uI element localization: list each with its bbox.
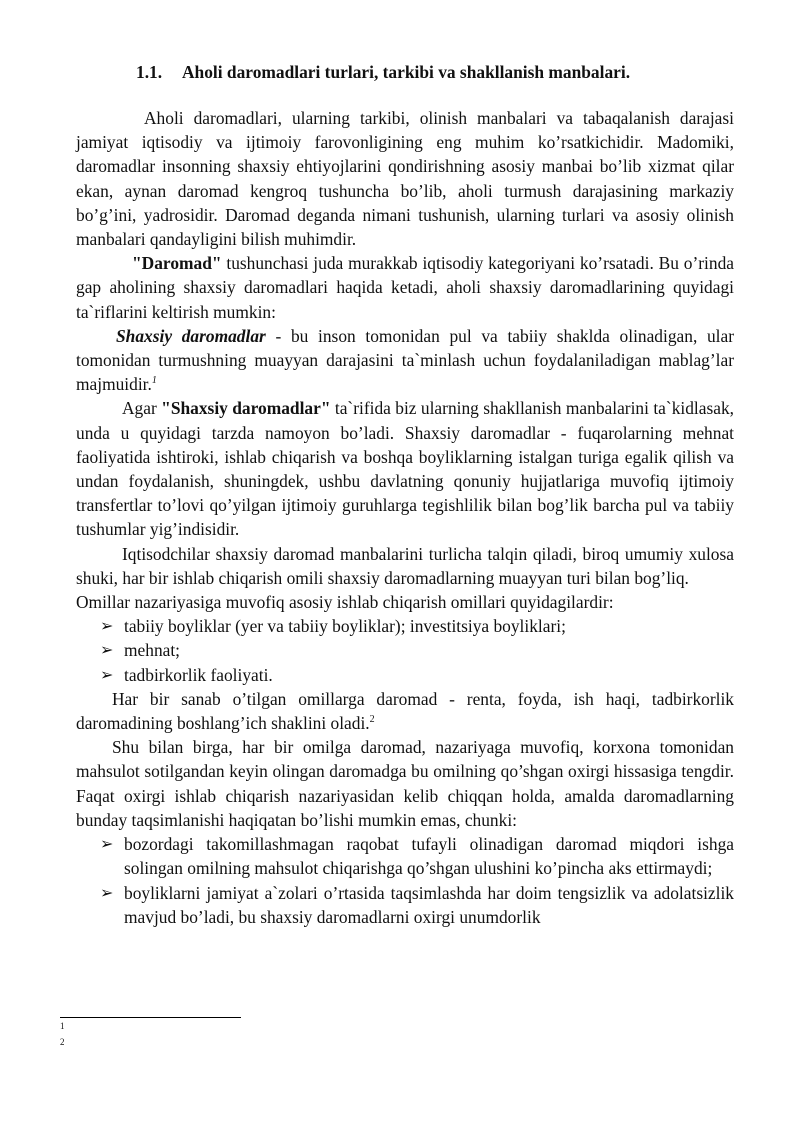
arrow-bullet-icon: ➢: [100, 640, 114, 660]
arrow-bullet-icon: ➢: [100, 616, 114, 636]
list-item: ➢ mehnat;: [76, 638, 734, 662]
paragraph-omillar: Omillar nazariyasiga muvofiq asosiy ishlab chiqarish omillari quyidagilardir:: [76, 592, 614, 613]
arrow-bullet-icon: ➢: [100, 882, 114, 902]
term-shaxsiy-daromadlar: Shaxsiy daromadlar: [116, 325, 266, 346]
paragraph-har-bir: [76, 687, 734, 735]
arrow-bullet-icon: ➢: [100, 834, 114, 854]
list-item: ➢ tadbirkorlik faoliyati.: [76, 663, 734, 687]
section-heading: [76, 60, 734, 84]
paragraph-text: tushunchasi juda murakkab iqtisodiy kategoriyani ko’rsatadi. Bu o’rinda gap aholining shaxsiy daromadlari haqida ketadi, aholi shaxsiy daromadlarining quyidagi ta`riflarini keltirish mumkin:: [76, 253, 734, 322]
document-page: [76, 60, 734, 929]
footnote-separator: [60, 1017, 241, 1018]
paragraph-text: Agar: [122, 398, 162, 419]
paragraph-intro: Aholi daromadlari, ularning tarkibi, olinish manbalari va tabaqalanish darajasi jamiyat iqtisodiy va ijtimoiy farovonligining eng muhim ko’rsatkichidir. Madomiki, daromadlar insonning shaxsiy ehtiyojlarini qondirishning asosiy manbai bo’lib xizmat qilar ekan, aynan daromad kengroq tushuncha bo’lib, aholi turmush darajasining markaziy bo’g’ini, yadrosidir. Daromad deganda nimani tushunish, ularning turlari va asosiy olinish manbalari qandayligini bilish muhimdir.: [76, 108, 734, 250]
paragraph-shakllanish: [76, 396, 734, 541]
paragraph-text: - bu inson tomonidan pul va tabiiy shaklda olinadigan, ular tomonidan turmushning muayyan darajasini ta`minlash uchun foydalaniladigan mablag’lar majmuidir.: [76, 325, 735, 395]
paragraph-shaxsiy-definition: [76, 324, 734, 397]
factors-list: [76, 614, 734, 687]
footnote-ref-2[interactable]: 2: [369, 714, 375, 726]
term-shaxsiy-daromadlar-quoted: "Shaxsiy daromadlar": [161, 398, 331, 419]
footnote-1: 1: [60, 1021, 65, 1031]
arrow-bullet-icon: ➢: [100, 664, 114, 684]
paragraph-text: Har bir sanab o’tilgan omillarga daromad - renta, foyda, ish haqi, tadbirkorlik daromadining boshlang’ich shaklini oladi.: [76, 688, 734, 734]
footnote-2: 2: [60, 1037, 65, 1047]
paragraph-shu-bilan: Shu bilan birga, har bir omilga daromad, nazariyaga muvofiq, korxona tomonidan mahsulot sotilgandan keyin olingan daromadga bu omilning qo’shgan oxirgi hissasiga tengdir. Faqat oxirgi ishlab chiqarish nazariyasidan kelib chiqqan holda, amalda daromadlarning bunday taqsimlanishi haqiqatan bo’lishi mumkin emas, chunki:: [76, 737, 734, 830]
footnote-ref-1[interactable]: 1: [151, 375, 157, 387]
list-item: ➢ tabiiy boyliklar (yer va tabiiy boyliklar); investitsiya boyliklari;: [76, 614, 734, 638]
section-title: Aholi daromadlari turlari, tarkibi va shakllanish manbalari.: [182, 62, 631, 82]
paragraph-text: ta`rifida biz ularning shakllanish manbalarini ta`kidlasak, unda u quyidagi tarzda namoyon bo’ladi. Shaxsiy daromadlar - fuqarolarning mehnat faoliyatida ishtiroki, ishlab chiqarish va boshqa boyliklarning istalgan turiga egalik qilish va undan foydalanish, shuningdek, ushbu davlatning qonuniy hujjatlariga muvofiq ijtimoiy transfertlar to’lovi qo’yilgan ijtimoiy guruhlarga tegishlilik bilan bog’lik barcha pul va tabiiy tushumlar yig’indisidir.: [76, 398, 734, 540]
section-number: 1.1.: [136, 62, 163, 82]
list-item: ➢ bozordagi takomillashmagan raqobat tufayli olinadigan daromad miqdori ishga solingan omilning mahsulot chiqarishga qo’shgan ulushini ko’pincha aks ettirmaydi;: [100, 834, 734, 879]
paragraph-iqtisodchilar: Iqtisodchilar shaxsiy daromad manbalarini turlicha talqin qiladi, biroq umumiy xulosa shuki, har bir ishlab chiqarish omili shaxsiy daromadlarning muayyan turi bilan bog’liq.: [76, 543, 734, 588]
term-daromad: "Daromad": [132, 253, 222, 274]
list-item: ➢ boyliklarni jamiyat a`zolari o’rtasida taqsimlashda har doim tengsizlik va adolatsizlik mavjud bo’ladi, bu shaxsiy daromadlarni oxirgi unumdorlik: [100, 882, 734, 927]
reasons-list: [76, 832, 734, 929]
paragraph-daromad-definition: [76, 251, 734, 324]
